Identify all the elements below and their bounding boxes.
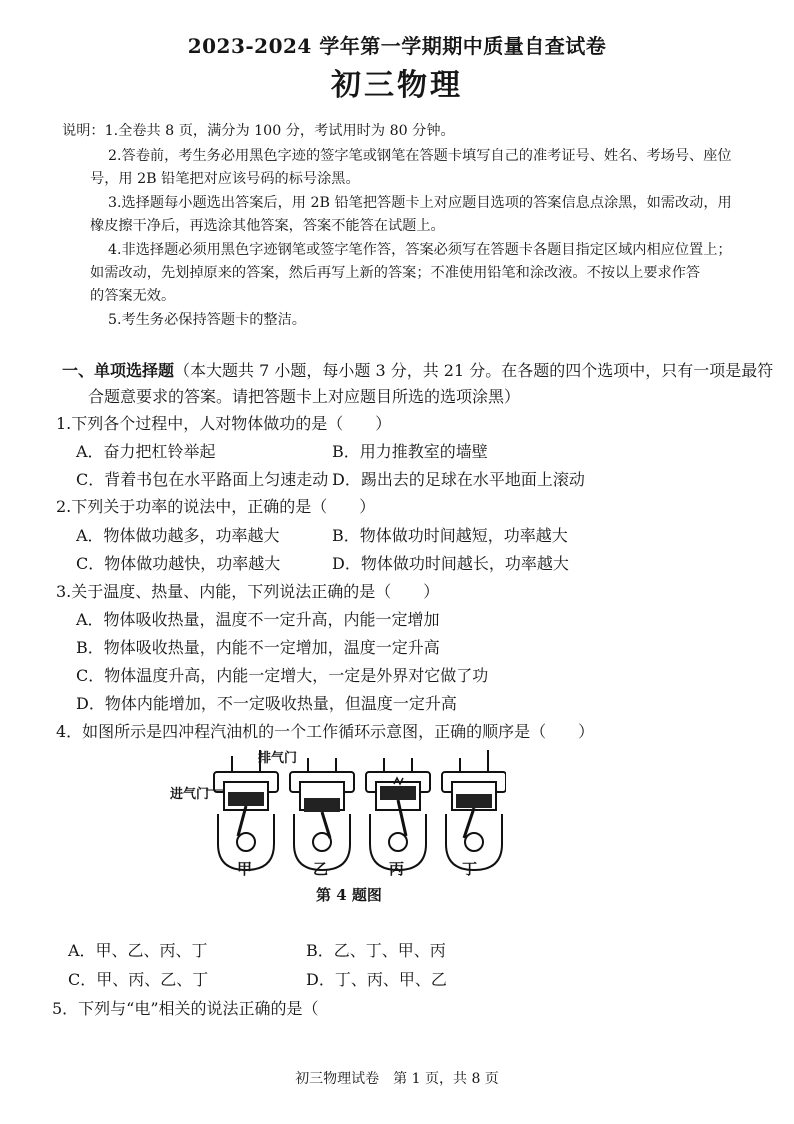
option-c: C．甲、丙、乙、丁	[68, 970, 209, 989]
crankshaft	[389, 833, 407, 851]
engine-stroke-yi	[290, 758, 354, 870]
engine-stroke-ding	[442, 750, 506, 870]
page-footer: 初三物理试卷 第 1 页，共 8 页	[295, 1071, 499, 1087]
option-d: D．丁、丙、甲、乙	[306, 970, 447, 989]
section-description: （本大题共 7 小题，每小题 3 分，共 21 分。在各题的四个选项中，只有一项是最符	[174, 361, 774, 380]
instruction-line: 2.答卷前，考生务必用黑色字迹的签字笔或钢笔在答题卡填写自己的准考证号、姓名、考场号、座位	[108, 148, 732, 164]
crankshaft	[313, 833, 331, 851]
crankshaft	[237, 833, 255, 851]
option-a: A．物体吸收热量，温度不一定升高，内能一定增加	[76, 610, 440, 629]
stroke-label-bing: 丙	[389, 860, 405, 878]
piston	[380, 786, 416, 800]
figure-caption: 第 4 题图	[316, 886, 382, 904]
instruction-line: 4.非选择题必须用黑色字迹钢笔或签字笔作答，答案必须写在答题卡各题目指定区域内相应位置上；	[108, 242, 732, 258]
option-b: B．乙、丁、甲、丙	[306, 941, 446, 960]
question-stem: 5．下列与“电”相关的说法正确的是（	[52, 999, 319, 1018]
instruction-line: 橡皮擦干净后，再选涂其他答案，答案不能答在试题上。	[90, 218, 445, 234]
option-b: B．物体做功时间越短，功率越大	[332, 526, 568, 545]
section-title: 一、单项选择题	[62, 361, 175, 380]
option-c: C．背着书包在水平路面上匀速走动	[76, 470, 329, 489]
question-stem: 1.下列各个过程中，人对物体做功的是（ ）	[56, 414, 392, 433]
stroke-label-yi: 乙	[313, 860, 329, 878]
option-c: C．物体做功越快，功率越大	[76, 554, 281, 573]
instruction-line: 号，用 2B 铅笔把对应该号码的标号涂黑。	[90, 171, 360, 187]
instruction-line: 如需改动，先划掉原来的答案，然后再写上新的答案；不准使用铅笔和涂改液。不按以上要求作答	[90, 265, 701, 281]
option-c: C．物体温度升高，内能一定增大，一定是外界对它做了功	[76, 666, 489, 685]
piston	[456, 794, 492, 808]
instruction-line: 说明：1.全卷共 8 页，满分为 100 分，考试用时为 80 分钟。	[62, 123, 455, 139]
stroke-label-ding: 丁	[462, 860, 478, 878]
option-a: A．奋力把杠铃举起	[76, 442, 216, 461]
exam-title: 2023-2024 学年第一学期期中质量自查试卷	[187, 34, 607, 58]
option-b: B．物体吸收热量，内能不一定增加，温度一定升高	[76, 638, 440, 657]
question-stem: 4．如图所示是四冲程汽油机的一个工作循环示意图，正确的顺序是（ ）	[56, 722, 595, 741]
instruction-line: 的答案无效。	[90, 288, 176, 304]
option-a: A．物体做功越多，功率越大	[76, 526, 280, 545]
piston	[228, 792, 264, 806]
subject-title: 初三物理	[331, 68, 463, 103]
option-a: A．甲、乙、丙、丁	[68, 941, 208, 960]
option-d: D．物体内能增加，不一定吸收热量，但温度一定升高	[76, 694, 457, 713]
option-b: B．用力推教室的墙壁	[332, 442, 488, 461]
option-d: D．物体做功时间越长，功率越大	[332, 554, 569, 573]
piston	[304, 798, 340, 812]
option-d: D．踢出去的足球在水平地面上滚动	[332, 470, 585, 489]
engine-stroke-jia	[206, 750, 278, 870]
intake-valve-label: 进气门	[170, 787, 210, 802]
engine-stroke-bing	[366, 758, 430, 870]
crankshaft	[465, 833, 483, 851]
question-stem: 3.关于温度、热量、内能，下列说法正确的是（ ）	[56, 582, 440, 601]
question-stem: 2.下列关于功率的说法中，正确的是（ ）	[56, 497, 376, 516]
section-heading	[62, 357, 773, 385]
instruction-line: 5.考生务必保持答题卡的整洁。	[108, 312, 306, 328]
engine-diagram-svg	[166, 744, 506, 884]
instruction-line: 3.选择题每小题选出答案后，用 2B 铅笔把答题卡上对应题目选项的答案信息点涂黑，如需改动，用	[108, 195, 732, 211]
stroke-label-jia: 甲	[237, 860, 253, 878]
section-description-cont: 合题意要求的答案。请把答题卡上对应题目所选的选项涂黑）	[88, 387, 521, 406]
exhaust-valve-label: 排气门	[258, 751, 298, 766]
engine-diagram	[166, 744, 506, 884]
